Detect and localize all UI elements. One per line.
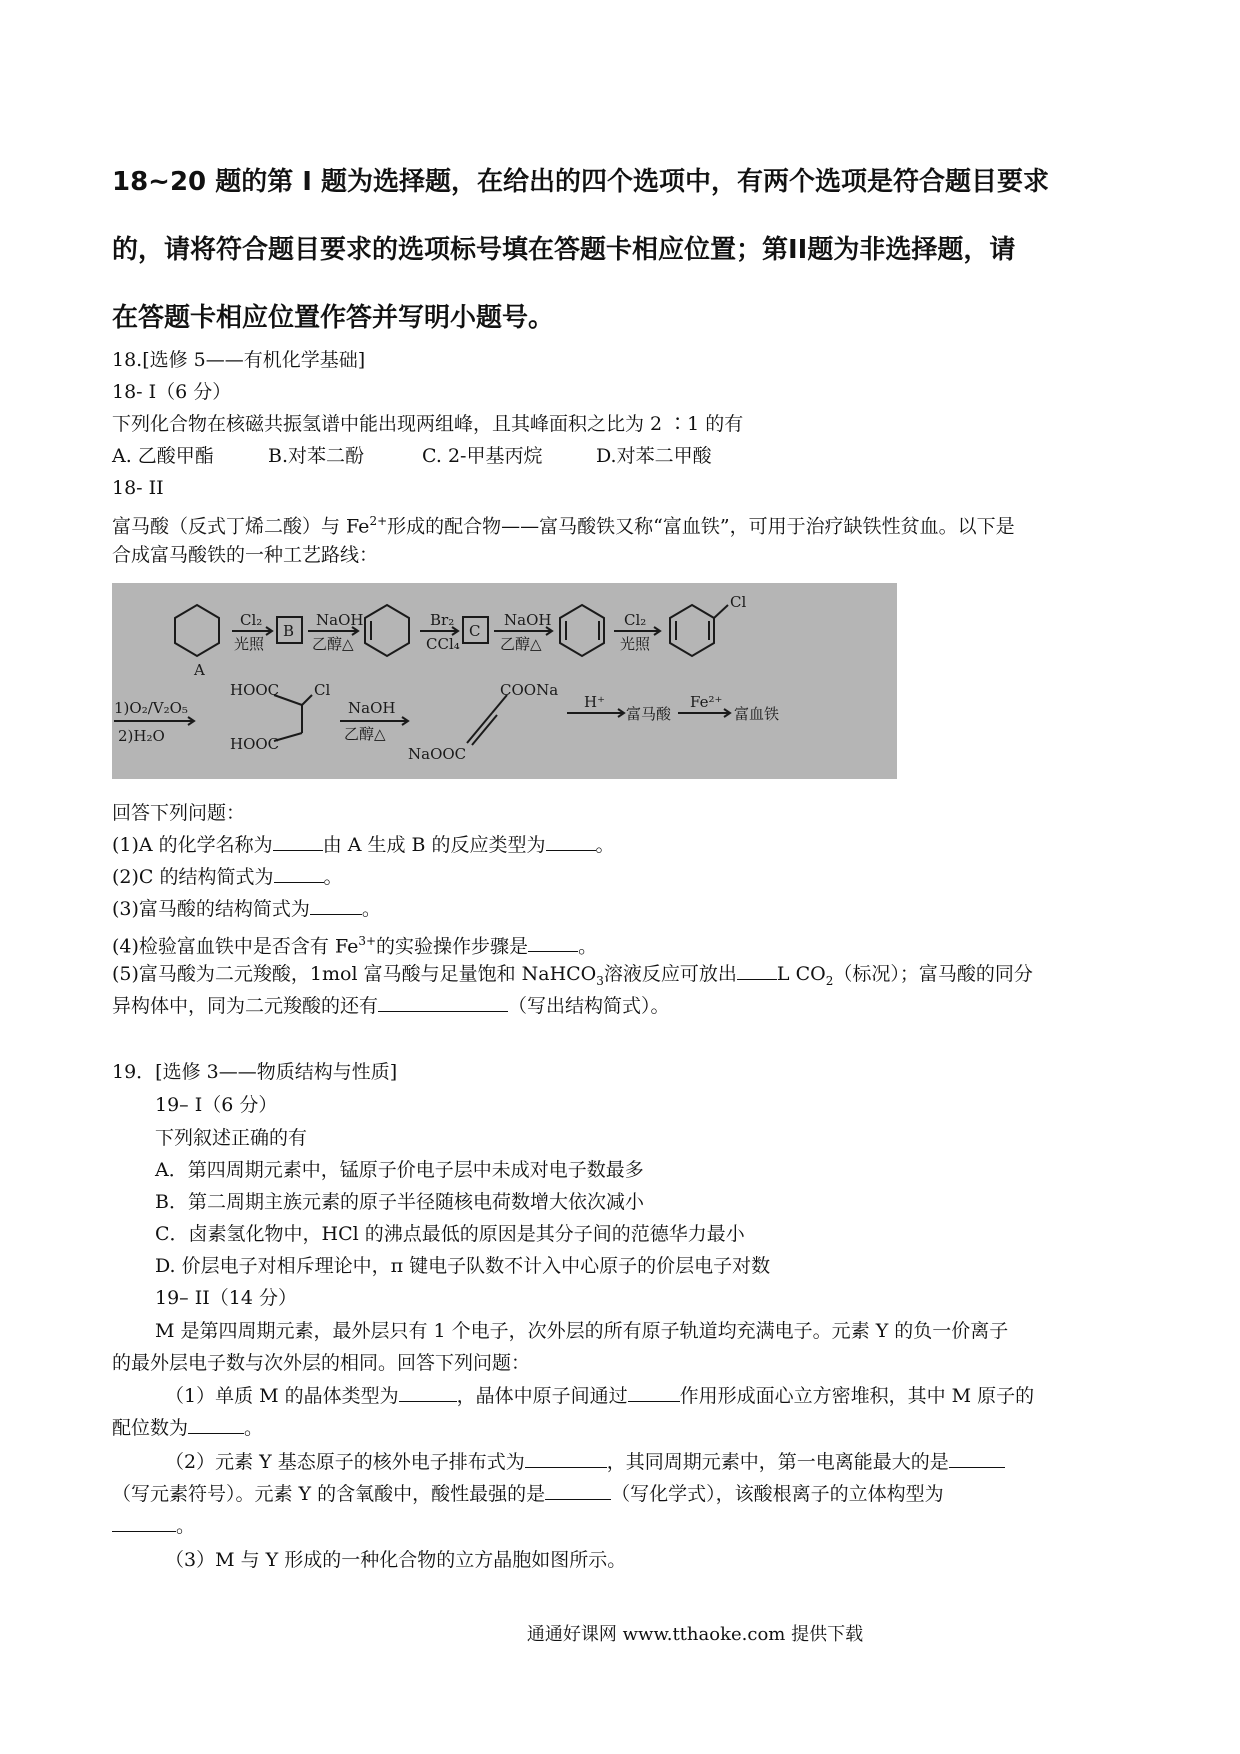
q19-heading: 19．[选修 3——物质结构与性质] bbox=[112, 1061, 398, 1083]
q18-heading: 18.[选修 5——有机化学基础] bbox=[112, 349, 366, 371]
blank[interactable] bbox=[545, 1481, 611, 1500]
q18-sub5: (5)富马酸为二元羧酸，1mol 富马酸与足量饱和 NaHCO$_3$溶液反应可放出 L $CO_2$（标况）；富马酸的同分 bbox=[112, 963, 1033, 988]
reagent-4-top: NaOH bbox=[504, 611, 552, 629]
fumaric-acid-label: 富马酸 bbox=[626, 705, 672, 723]
hooc-bottom: HOOC bbox=[230, 735, 280, 753]
option-c: C. 2-甲基丙烷 bbox=[422, 445, 543, 467]
instructions-line-1: 18~20 题的第 I 题为选择题，在给出的四个选项中，有两个选项是符合题目要求 bbox=[112, 167, 1049, 197]
q18-sub5-line2: 异构体中，同为二元羧酸的还有 （写出结构简式）。 bbox=[112, 995, 670, 1017]
synthesis-scheme-svg bbox=[112, 583, 897, 779]
option-d: D.对苯二甲酸 bbox=[596, 445, 712, 467]
q19-sub2-line3: 。 bbox=[112, 1513, 195, 1539]
q18-sub4: (4)检验富血铁中是否含有 $Fe^{3+}$的实验操作步骤是 。 bbox=[112, 934, 598, 958]
reagent-3-bottom: CCl₄ bbox=[426, 635, 460, 653]
blank[interactable] bbox=[273, 832, 323, 851]
q19-option-c: C．卤素氢化物中，HCl 的沸点最低的原因是其分子间的范德华力最小 bbox=[155, 1223, 745, 1245]
reagent-5-bottom: 光照 bbox=[620, 635, 651, 653]
blank[interactable] bbox=[628, 1383, 680, 1402]
product-label: 富血铁 bbox=[734, 705, 780, 723]
q19-part1-label: 19– I（6 分） bbox=[155, 1094, 278, 1116]
reagent-7-bottom: 乙醇△ bbox=[344, 725, 386, 743]
cyclohexane-ring bbox=[175, 605, 219, 656]
q19-sub1: （1）单质 M 的晶体类型为 ，晶体中原子间通过 作用形成面心立方密堆积，其中 M 原子的 bbox=[165, 1385, 1035, 1407]
synthesis-scheme bbox=[112, 583, 897, 779]
blank[interactable] bbox=[528, 933, 578, 952]
blank[interactable] bbox=[274, 864, 324, 883]
reagent-2-top: NaOH bbox=[316, 611, 364, 629]
q19-sub2-line2: （写元素符号）。元素 Y 的含氧酸中，酸性最强的是 （写化学式），该酸根离子的立体构型为 bbox=[112, 1483, 944, 1505]
box-b-label: B bbox=[283, 622, 295, 640]
option-b: B.对苯二酚 bbox=[268, 445, 365, 467]
answer-prompt: 回答下列问题： bbox=[112, 802, 246, 824]
q18-part1-stem: 下列化合物在核磁共振氢谱中能出现两组峰，且其峰面积之比为 2 ∶1 的有 bbox=[112, 413, 744, 435]
blank[interactable] bbox=[399, 1383, 457, 1402]
blank[interactable] bbox=[188, 1415, 244, 1434]
section-instructions bbox=[112, 148, 1142, 352]
q18-sub2: (2)C 的结构简式为 。 bbox=[112, 866, 343, 888]
reagent-5-top: Cl₂ bbox=[624, 611, 647, 629]
q19-sub2: （2）元素 Y 基态原子的核外电子排布式为 ，其同周期元素中，第一电离能最大的是 bbox=[165, 1449, 1005, 1475]
q18-sub1: (1)A 的化学名称为 由 A 生成 B 的反应类型为 。 bbox=[112, 834, 615, 856]
q18-part2-label: 18- II bbox=[112, 477, 164, 499]
blank[interactable] bbox=[112, 1513, 176, 1532]
hooc-top: HOOC bbox=[230, 681, 280, 699]
reagent-6-top: 1)O₂/V₂O₅ bbox=[114, 699, 188, 717]
q19-part2-label: 19– II（14 分） bbox=[155, 1287, 297, 1309]
option-a: A. 乙酸甲酯 bbox=[112, 445, 214, 467]
instructions-line-3: 在答题卡相应位置作答并写明小题号。 bbox=[112, 303, 555, 333]
reagent-7-top: NaOH bbox=[348, 699, 396, 717]
reagent-1-bottom: 光照 bbox=[234, 635, 265, 653]
q19-stem: 下列叙述正确的有 bbox=[155, 1127, 308, 1149]
q18-part2-intro-line2: 合成富马酸铁的一种工艺路线： bbox=[112, 544, 379, 566]
coona-label: COONa bbox=[500, 681, 559, 699]
q19-description-1: M 是第四周期元素，最外层只有 1 个电子，次外层的所有原子轨道均充满电子。元素 Y 的负一价离子 bbox=[155, 1320, 1009, 1342]
q19-sub1-line2: 配位数为 。 bbox=[112, 1417, 264, 1439]
q18-part1-label: 18- I（6 分） bbox=[112, 381, 232, 403]
instructions-line-2: 的，请将符合题目要求的选项标号填在答题卡相应位置；第II题为非选择题，请 bbox=[112, 235, 1016, 265]
chloro-label: Cl bbox=[730, 593, 747, 611]
blank[interactable] bbox=[378, 993, 508, 1012]
q18-part2-intro: 富马酸（反式丁烯二酸）与 $Fe^{2+}$形成的配合物——富马酸铁又称“富血铁”，可用于治疗缺铁性贫血。以下是 bbox=[112, 514, 1015, 538]
label-a: A bbox=[194, 661, 205, 679]
q19-option-a: A．第四周期元素中，锰原子价电子层中未成对电子数最多 bbox=[155, 1159, 644, 1181]
reagent-3-top: Br₂ bbox=[430, 611, 455, 629]
q18-sub3: (3)富马酸的结构简式为 。 bbox=[112, 898, 381, 920]
q19-description-2: 的最外层电子数与次外层的相同。回答下列问题： bbox=[112, 1352, 531, 1374]
blank[interactable] bbox=[546, 832, 596, 851]
reagent-2-bottom: 乙醇△ bbox=[312, 635, 354, 653]
reagent-1-top: Cl₂ bbox=[240, 611, 263, 629]
reagent-4-bottom: 乙醇△ bbox=[500, 635, 542, 653]
reagent-6-bottom: 2)H₂O bbox=[118, 727, 165, 745]
q19-sub3: （3）M 与 Y 形成的一种化合物的立方晶胞如图所示。 bbox=[165, 1549, 627, 1571]
naooc-label: NaOOC bbox=[408, 745, 467, 763]
chloro-label-2: Cl bbox=[314, 681, 331, 699]
q19-option-b: B．第二周期主族元素的原子半径随核电荷数增大依次减小 bbox=[155, 1191, 644, 1213]
footer-credit: 通通好课网 www.tthaoke.com 提供下载 bbox=[526, 1624, 864, 1645]
reagent-8-top: H⁺ bbox=[584, 693, 605, 711]
blank[interactable] bbox=[525, 1449, 607, 1468]
blank[interactable] bbox=[737, 961, 777, 980]
q18-options bbox=[112, 443, 712, 469]
reagent-9-top: Fe²⁺ bbox=[690, 693, 723, 711]
blank[interactable] bbox=[949, 1449, 1005, 1468]
q19-option-d: D. 价层电子对相斥理论中，π 键电子队数不计入中心原子的价层电子对数 bbox=[155, 1255, 771, 1277]
blank[interactable] bbox=[310, 896, 362, 915]
box-c-label: C bbox=[469, 622, 481, 640]
